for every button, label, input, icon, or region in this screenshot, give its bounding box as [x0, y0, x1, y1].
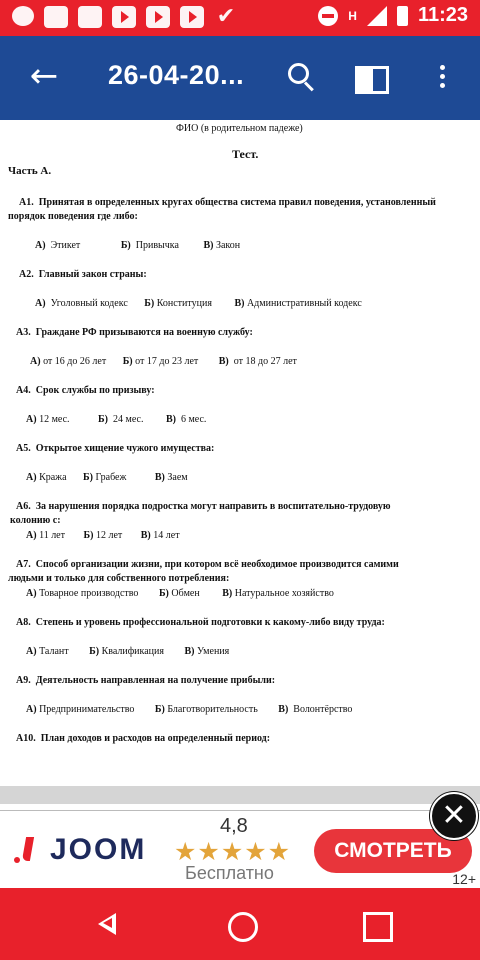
status-bar: [0, 0, 480, 36]
search-icon[interactable]: [284, 60, 318, 94]
app-toolbar: [0, 36, 480, 120]
question-text-cont: людьми и только для собственного потребления:: [8, 573, 230, 584]
youtube-icon: [112, 6, 136, 28]
ad-rating: 4,8: [220, 815, 248, 837]
answer-options: А) Предпринимательство Б) Благотворительность В) Волонтёрство: [26, 704, 353, 715]
joom-logo-icon: [16, 837, 34, 867]
answer-options: А) Этикет Б) Привычка В) Закон: [35, 240, 241, 251]
chat-icon: [12, 6, 34, 26]
question-text: А7. Способ организации жизни, при котором всё необходимое производится самими: [16, 559, 399, 570]
photos-icon: [78, 6, 102, 28]
answer-options: А) 12 мес. Б) 24 мес. В) 6 мес.: [26, 414, 207, 425]
gmail-icon: [44, 6, 68, 28]
battery-icon: [397, 6, 408, 26]
nav-back-icon[interactable]: [96, 912, 120, 936]
question-text: А5. Открытое хищение чужого имущества:: [16, 443, 215, 454]
ad-banner[interactable]: [0, 810, 480, 889]
back-arrow-icon[interactable]: ←: [29, 56, 59, 96]
system-nav-bar: [0, 888, 480, 960]
question-text: А1. Принятая в определенных кругах общества система правил поведения, установленный: [19, 197, 436, 208]
answer-options: А) Кража Б) Грабеж В) Заем: [26, 472, 188, 483]
question-text: А10. План доходов и расходов на определенный период:: [16, 733, 271, 744]
test-heading: Тест.: [232, 147, 259, 161]
youtube-icon: [146, 6, 170, 28]
question-text-cont: порядок поведения где либо:: [8, 211, 138, 222]
name-caption: ФИО (в родительном падеже): [176, 123, 303, 134]
star-rating-icon: ★★★★★: [174, 837, 292, 866]
question-text: А3. Граждане РФ призываются на военную службу:: [16, 327, 253, 338]
network-type: H: [348, 8, 357, 23]
document-page[interactable]: [0, 120, 480, 786]
ad-brand: JOOM: [50, 833, 147, 866]
part-heading: Часть А.: [8, 165, 52, 177]
answer-options: А) 11 лет Б) 12 лет В) 14 лет: [26, 530, 180, 541]
ad-cta-button[interactable]: СМОТРЕТЬ: [314, 829, 472, 873]
dnd-icon: [318, 6, 338, 26]
question-text: А8. Степень и уровень профессиональной подготовки к какому-либо виду труда:: [16, 617, 385, 628]
more-vert-icon[interactable]: [432, 60, 466, 94]
clock: 11:23: [417, 4, 468, 26]
answer-options: А) Талант Б) Квалификация В) Умения: [26, 646, 230, 657]
question-text: А9. Деятельность направленная на получение прибыли:: [16, 675, 276, 686]
close-ad-icon[interactable]: ✕: [430, 792, 478, 840]
answer-options: А) от 16 до 26 лет Б) от 17 до 23 лет В) от 18 до 27 лет: [30, 356, 297, 367]
question-text: А6. За нарушения порядка подростка могут направить в воспитательно-трудовую: [16, 501, 391, 512]
signal-icon: [367, 6, 387, 26]
document-title: 26-04-20...: [108, 60, 245, 90]
age-rating: 12+: [452, 871, 476, 887]
notification-icons: [12, 6, 238, 28]
book-icon[interactable]: [354, 60, 388, 94]
youtube-icon: [180, 6, 204, 28]
answer-options: А) Уголовный кодекс Б) Конституция В) Административный кодекс: [35, 298, 362, 309]
page-gap: [0, 786, 480, 804]
ad-price: Бесплатно: [185, 863, 274, 883]
answer-options: А) Товарное производство Б) Обмен В) Натуральное хозяйство: [26, 588, 334, 599]
question-text: А4. Срок службы по призыву:: [16, 385, 155, 396]
question-text-cont: колонию с:: [10, 515, 61, 526]
nav-home-icon[interactable]: [228, 912, 258, 942]
check-icon: ✔: [216, 4, 236, 29]
question-text: А2. Главный закон страны:: [19, 269, 147, 280]
nav-recents-icon[interactable]: [363, 912, 393, 942]
